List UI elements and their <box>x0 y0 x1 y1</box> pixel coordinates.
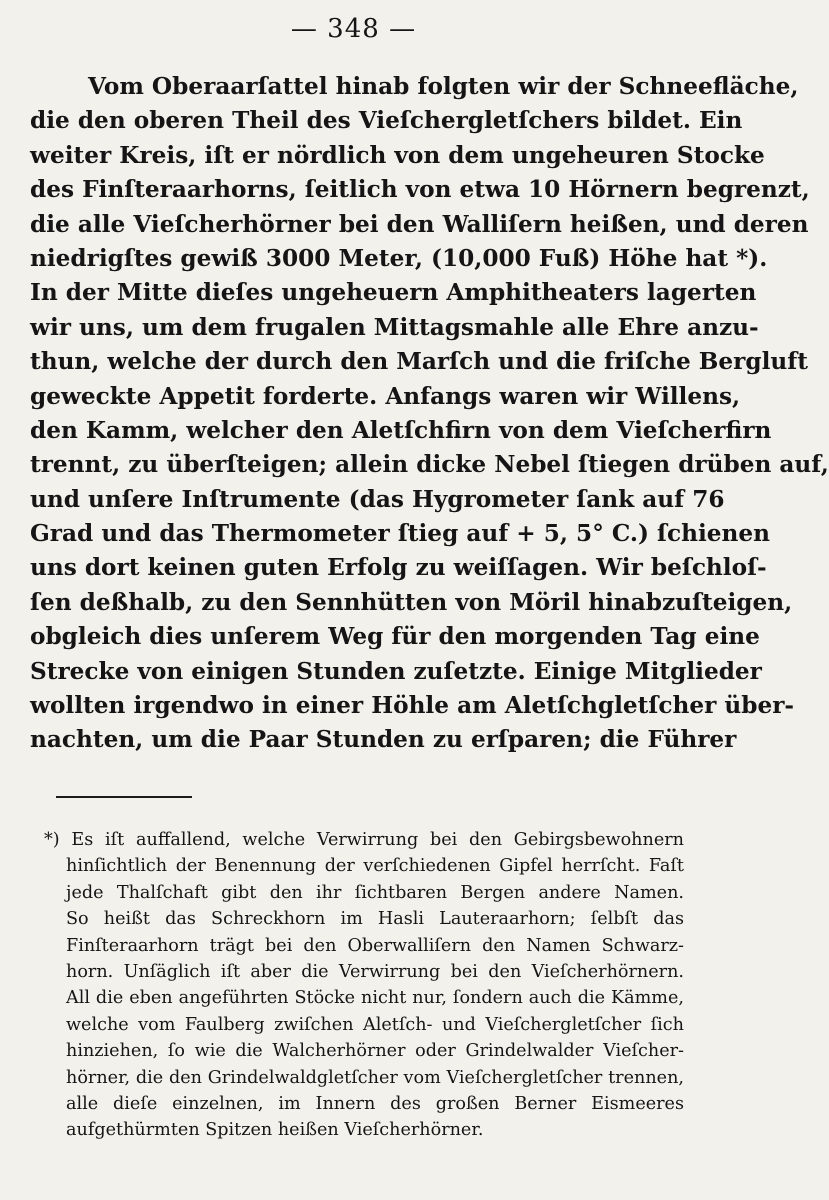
text-line: den Kamm, welcher den Aletſchfirn von dem Vieſcherfirn <box>30 416 772 444</box>
footnote-line: jede Thalſchaft gibt den ihr ſichtbaren Bergen andere Namen. <box>66 882 684 903</box>
text-line: Grad und das Thermometer ſtieg auf + 5, 5° C.) ſchienen <box>30 520 771 548</box>
footnote-line: hörner, die den Grindelwaldgletſcher vom Vieſchergletſcher trennen, <box>66 1067 684 1088</box>
footnote-line: alle dieſe einzelnen, im Innern des großen Berner Eismeeres <box>66 1093 684 1114</box>
text-line: thun, welche der durch den Marſch und die friſche Bergluft <box>30 348 808 376</box>
text-line: des Finſteraarhorns, ſeitlich von etwa 10 Hörnern begrenzt, <box>30 176 810 204</box>
text-line: Vom Oberaarſattel hinab folgten wir der Schneefläche, <box>88 73 799 100</box>
text-line: trennt, zu überſteigen; allein dicke Nebel ſtiegen drüben auf, <box>30 451 829 479</box>
footnote-line: aufgethürmten Spitzen heißen Vieſcherhörner. <box>66 1120 484 1141</box>
footnote-line: So heißt das Schreckhorn im Hasli Lauteraarhorn; ſelbſt das <box>66 909 684 930</box>
footnote-line: horn. Unſäglich iſt aber die Verwirrung bei den Vieſcherhörnern. <box>66 961 684 982</box>
footnote-line: *) Es iſt auffallend, welche Verwirrung bei den Gebirgsbewohnern <box>44 830 684 850</box>
text-line: Strecke von einigen Stunden zuſetzte. Einige Mitglieder <box>30 657 762 685</box>
footnote-line: Finſteraarhorn trägt bei den Oberwalliſern den Namen Schwarz- <box>66 935 684 956</box>
text-line: niedrigſtes gewiß 3000 Meter, (10,000 Fuß) Höhe hat *). <box>30 244 768 272</box>
footnote-line: welche vom Faulberg zwiſchen Aletſch- und Vieſchergletſcher ſich <box>66 1014 684 1035</box>
text-line: uns dort keinen guten Erfolg zu weiſſagen. Wir beſchloſ- <box>30 554 767 582</box>
text-line: weiter Kreis, iſt er nördlich von dem ungeheuren Stocke <box>30 141 765 169</box>
text-line: wollten irgendwo in einer Höhle am Aletſchgletſcher über- <box>30 692 795 720</box>
text-line: geweckte Appetit forderte. Anfangs waren wir Willens, <box>30 382 741 410</box>
text-line: die alle Vieſcherhörner bei den Walliſern heißen, und deren <box>30 210 809 238</box>
text-line: obgleich dies unſerem Weg für den morgenden Tag eine <box>30 623 760 651</box>
page-number: — 348 — <box>290 14 417 44</box>
text-line: und unſere Inſtrumente (das Hygrometer ſank auf 76 <box>30 485 725 513</box>
text-line: nachten, um die Paar Stunden zu erſparen; die Führer <box>30 726 737 754</box>
footnote-line: hinſichtlich der Benennung der verſchiedenen Gipfel herrſcht. Faſt <box>66 856 684 877</box>
text-line: die den oberen Theil des Vieſchergletſchers bildet. Ein <box>30 107 743 135</box>
text-line: In der Mitte dieſes ungeheuern Amphitheaters lagerten <box>30 279 757 307</box>
footnote-divider <box>56 796 192 798</box>
main-text <box>30 70 829 758</box>
footnote <box>44 827 684 1144</box>
text-line: wir uns, um dem frugalen Mittagsmahle alle Ehre anzu- <box>30 313 759 341</box>
text-line: ſen deßhalb, zu den Sennhütten von Möril hinabzuſteigen, <box>30 588 793 616</box>
footnote-line: All die eben angeführten Stöcke nicht nur, ſondern auch die Kämme, <box>66 988 684 1009</box>
footnote-line: hinziehen, ſo wie die Walcherhörner oder Grindelwalder Vieſcher- <box>66 1041 684 1062</box>
